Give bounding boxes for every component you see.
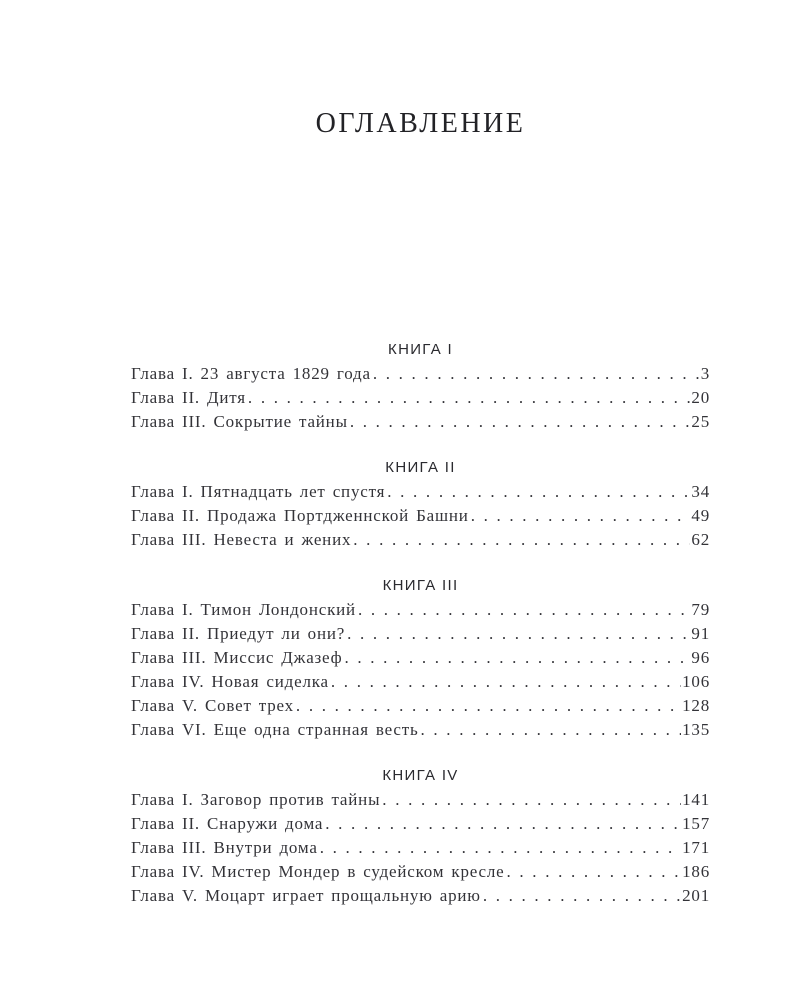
toc-entry-label: Глава III. Сокрытие тайны	[131, 412, 348, 431]
toc-entry-page: 141	[682, 790, 710, 809]
toc-entry-page: 171	[682, 838, 710, 857]
toc-entry-label: Глава I. Пятнадцать лет спустя	[131, 482, 386, 501]
toc-entry-page: 62	[691, 530, 710, 549]
toc-entry-label: Глава VI. Еще одна странная весть	[131, 720, 419, 739]
toc-entry-label: Глава III. Невеста и жених	[131, 530, 352, 549]
toc-entry	[131, 410, 710, 434]
dot-leader	[469, 504, 691, 528]
toc-section-book-4	[131, 764, 710, 908]
toc-entry-label: Глава I. 23 августа 1829 года	[131, 364, 371, 383]
toc-entry	[131, 480, 710, 504]
toc-entry	[131, 788, 710, 812]
toc-entry	[131, 812, 710, 836]
dot-leader	[246, 386, 690, 410]
toc-entry-label: Глава II. Приедут ли они?	[131, 624, 346, 643]
toc-entry	[131, 528, 710, 552]
dot-leader	[345, 622, 690, 646]
toc-entry-page: 96	[691, 648, 710, 667]
dot-leader	[351, 528, 690, 552]
dot-leader	[481, 884, 681, 908]
toc-entry	[131, 884, 710, 908]
toc-entry-page: 106	[682, 672, 710, 691]
toc-entry-label: Глава V. Совет трех	[131, 696, 294, 715]
section-heading: КНИГА III	[382, 577, 459, 594]
toc-entry-label: Глава I. Тимон Лондонский	[131, 600, 356, 619]
dot-leader	[505, 860, 682, 884]
toc-entry	[131, 646, 710, 670]
toc-entry-page: 91	[691, 624, 710, 643]
toc-entry-label: Глава I. Заговор против тайны	[131, 790, 381, 809]
section-heading: КНИГА I	[388, 341, 453, 358]
toc-entry-page: 201	[682, 886, 710, 905]
section-heading: КНИГА IV	[382, 767, 459, 784]
toc-entry-page: 157	[682, 814, 710, 833]
toc-entry-label: Глава III. Внутри дома	[131, 838, 318, 857]
dot-leader	[348, 410, 691, 434]
toc-entry-page: 79	[691, 600, 710, 619]
dot-leader	[329, 670, 681, 694]
toc-entry	[131, 670, 710, 694]
toc-entry	[131, 694, 710, 718]
toc-entry-page: 20	[691, 388, 710, 407]
toc-entry-page: 34	[691, 482, 710, 501]
toc-section-book-1	[131, 338, 710, 434]
toc-entry-label: Глава V. Моцарт играет прощальную арию	[131, 886, 481, 905]
toc-entry-page: 128	[682, 696, 710, 715]
toc-entry	[131, 718, 710, 742]
toc-entry	[131, 598, 710, 622]
toc-entry-page: 25	[691, 412, 710, 431]
dot-leader	[318, 836, 681, 860]
toc-entry-label: Глава III. Миссис Джазеф	[131, 648, 343, 667]
dot-leader	[323, 812, 681, 836]
dot-leader	[371, 362, 700, 386]
dot-leader	[419, 718, 682, 742]
toc-entry-page: 135	[682, 720, 710, 739]
toc-entry-label: Глава IV. Мистер Мондер в судейском кресле	[131, 862, 505, 881]
toc-entry-page: 49	[691, 506, 710, 525]
toc-entry-page: 3	[700, 364, 710, 383]
dot-leader	[294, 694, 681, 718]
dot-leader	[342, 646, 690, 670]
toc-entry-page: 186	[682, 862, 710, 881]
toc-entry	[131, 622, 710, 646]
toc-entry	[131, 386, 710, 410]
toc-section-book-2	[131, 456, 710, 552]
toc-entry	[131, 504, 710, 528]
toc-entry	[131, 860, 710, 884]
section-heading: КНИГА II	[385, 459, 456, 476]
toc	[131, 338, 710, 908]
toc-entry	[131, 362, 710, 386]
toc-entry	[131, 836, 710, 860]
toc-section-book-3	[131, 574, 710, 742]
toc-entry-label: Глава II. Дитя	[131, 388, 246, 407]
toc-entry-label: Глава II. Продажа Портдженнской Башни	[131, 506, 469, 525]
toc-entry-label: Глава IV. Новая сиделка	[131, 672, 329, 691]
page-title: ОГЛАВЛЕНИЕ	[315, 108, 526, 139]
dot-leader	[385, 480, 690, 504]
toc-entry-label: Глава II. Снаружи дома	[131, 814, 324, 833]
dot-leader	[380, 788, 681, 812]
dot-leader	[356, 598, 690, 622]
